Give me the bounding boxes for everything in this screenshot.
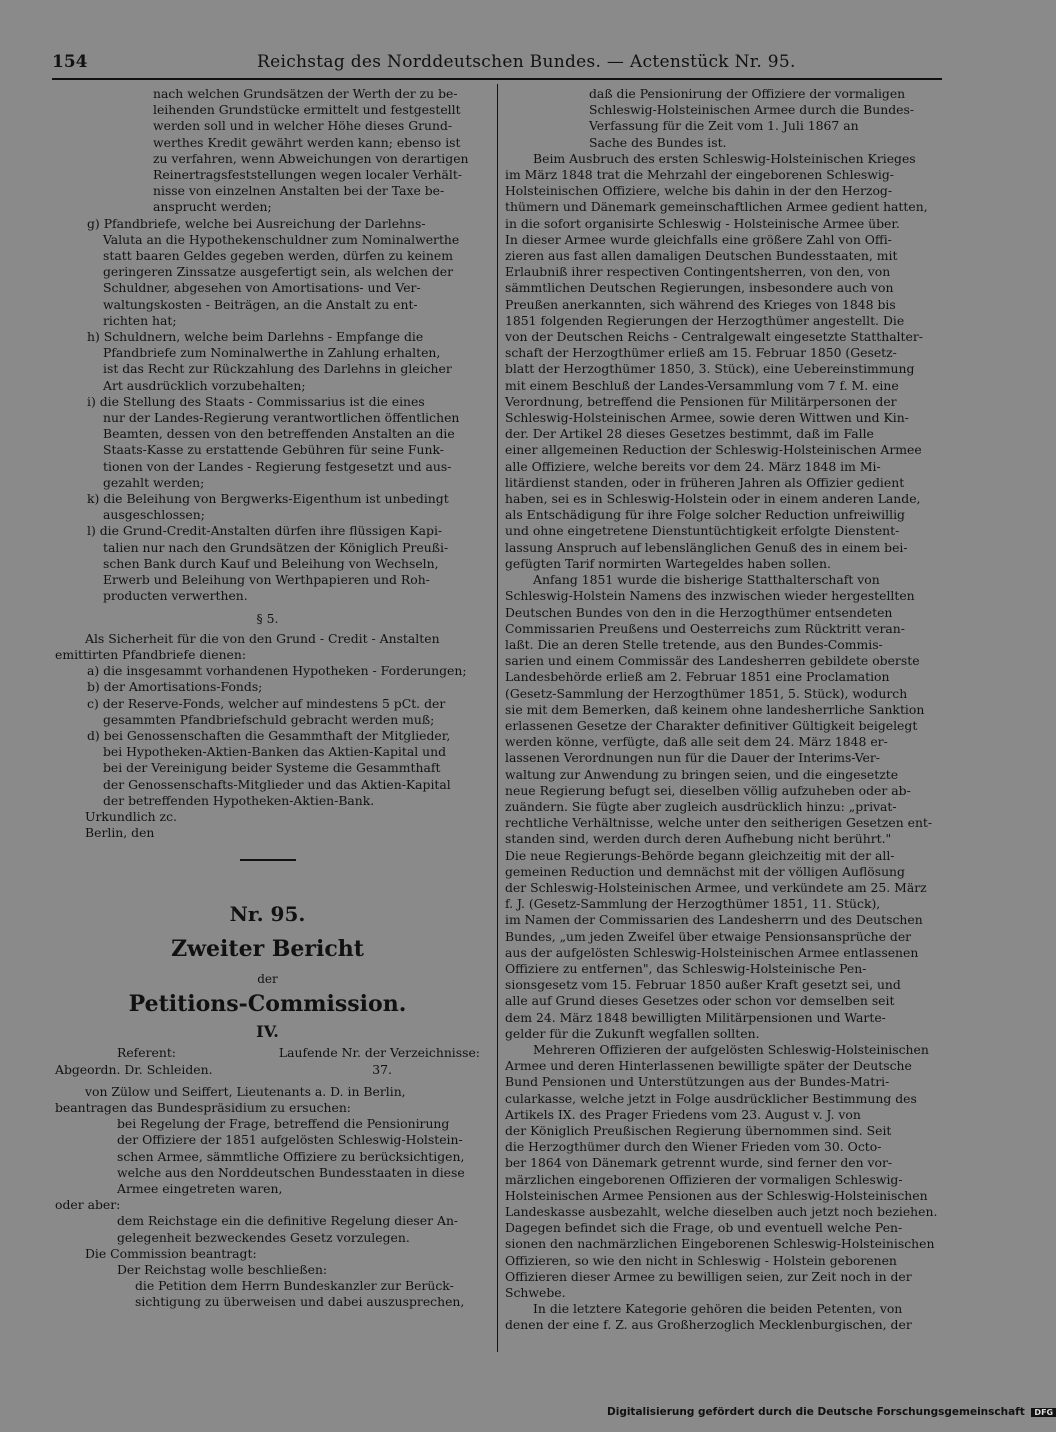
text-line: Valuta an die Hypothekenschuldner zum Nominalwerthe — [103, 231, 460, 247]
text-line: Erwerb und Beleihung von Werthpapieren und Roh- — [103, 572, 430, 588]
text-line: h) Schuldnern, welche beim Darlehns - Empfange die — [87, 329, 424, 345]
text-line: Reinertragsfeststellungen wegen localer Verhält- — [153, 167, 463, 183]
text-line: ansprucht werden; — [153, 199, 272, 215]
text-line: die Petition dem Herrn Bundeskanzler zur Berück- — [135, 1278, 454, 1294]
text-line: talien nur nach den Grundsätzen der Königlich Preußi- — [103, 539, 449, 555]
text-line: Staats-Kasse zu erstattende Gebühren für seine Funk- — [103, 442, 444, 458]
text-line: nur der Landes-Regierung verantwortlichen öffentlichen — [103, 410, 460, 426]
text-line: c) der Reserve-Fonds, welcher auf mindestens 5 pCt. der — [87, 695, 446, 711]
text-line: Armee und deren Hinterlassenen bewilligte später der Deutsche — [505, 1058, 912, 1074]
text-line: tionen von der Landes - Regierung festgesetzt und aus- — [103, 458, 452, 474]
referent-row — [55, 1045, 480, 1061]
report-der: der — [257, 972, 278, 987]
text-line: sämmtlichen Deutschen Regierungen, insbesondere auch von — [505, 280, 894, 296]
referent-name-row — [55, 1062, 480, 1078]
text-line: In die letztere Kategorie gehören die beiden Petenten, von — [533, 1301, 903, 1317]
text-line: Offiziere zu entfernen", das Schleswig-Holsteinische Pen- — [505, 960, 867, 976]
text-line: Urkundlich zc. — [85, 808, 177, 824]
text-line: einer allgemeinen Reduction der Schleswig-Holsteinischen Armee — [505, 442, 922, 458]
text-line: Beamten, dessen von den betreffenden Anstalten an die — [103, 426, 455, 442]
text-line: Verfassung für die Zeit vom 1. Juli 1867 an — [589, 118, 859, 134]
text-line: sichtigung zu überweisen und dabei auszusprechen, — [135, 1294, 465, 1310]
text-line: Verordnung, betreffend die Pensionen für Militärpersonen der — [505, 393, 897, 409]
text-line: zu verfahren, wenn Abweichungen von derartigen — [153, 150, 469, 166]
text-line: Die neue Regierungs-Behörde begann gleichzeitig mit der all- — [505, 847, 895, 863]
text-line: ist das Recht zur Rückzahlung des Darlehns in gleicher — [103, 361, 452, 377]
text-line: d) bei Genossenschaften die Gesammthaft der Mitglieder, — [87, 727, 451, 743]
text-line: i) die Stellung des Staats - Commissarius ist die eines — [87, 393, 425, 409]
text-line: Landesbehörde erließ am 2. Februar 1851 eine Proclamation — [505, 669, 890, 685]
text-line: Beim Ausbruch des ersten Schleswig-Holsteinischen Krieges — [533, 150, 916, 166]
referent-label: Referent: — [117, 1045, 176, 1061]
footer-text: Digitalisierung gefördert durch die Deutsche Forschungsgemeinschaft — [607, 1406, 1025, 1418]
text-line: von Zülow und Seiffert, Lieutenants a. D. in Berlin, — [85, 1083, 406, 1099]
text-line: lassenen Verordnungen nun für die Dauer der Interims-Ver- — [505, 750, 880, 766]
text-line: sie mit dem Bemerken, daß keinem ohne landesherrliche Sanktion — [505, 701, 925, 717]
text-line: der Schleswig-Holsteinischen Armee, und verkündete am 25. März — [505, 879, 927, 895]
text-line: waltungskosten - Beiträgen, an die Anstalt zu ent- — [103, 296, 418, 312]
report-title: Zweiter Bericht — [171, 936, 364, 963]
text-line: Art ausdrücklich vorzubehalten; — [103, 377, 306, 393]
column-divider — [497, 84, 498, 1352]
text-line: dem 24. März 1848 bewilligten Militärpensionen und Warte- — [505, 1009, 886, 1025]
text-line: sionen den nachmärzlichen Eingeborenen Schleswig-Holsteinischen — [505, 1236, 935, 1252]
text-line: producten verwerthen. — [103, 588, 248, 604]
text-line: aus der aufgelösten Schleswig-Holsteinischen Armee entlassenen — [505, 944, 919, 960]
separator-rule — [240, 859, 296, 861]
text-line: bei Hypotheken-Aktien-Banken das Aktien-Kapital und — [103, 744, 447, 760]
text-line: cularkasse, welche jetzt in Folge ausdrücklicher Bestimmung des — [505, 1090, 917, 1106]
text-line: alle auf Grund dieses Gesetzes oder schon vor demselben seit — [505, 993, 895, 1009]
petition-text — [55, 1084, 480, 1311]
text-line: laßt. Die an deren Stelle tretende, aus den Bundes-Commis- — [505, 636, 883, 652]
text-line: Holsteinischen Offiziere, welche bis dahin in der den Herzog- — [505, 183, 893, 199]
text-line: litärdienst standen, oder in früheren Jahren als Offizier gedient — [505, 474, 905, 490]
text-line: geringeren Zinssatze ausgefertigt sein, als welchen der — [103, 264, 454, 280]
text-line: erlassenen Gesetze der Charakter definitiver Gültigkeit beigelegt — [505, 717, 918, 733]
text-line: gesammten Pfandbriefschuld gebracht werden muß; — [103, 711, 435, 727]
text-line: emittirten Pfandbriefe dienen: — [55, 646, 247, 662]
text-line: Pfandbriefe zum Nominalwerthe in Zahlung erhalten, — [103, 345, 441, 361]
text-line: Offizieren dieser Armee zu bewilligen seien, zur Zeit noch in der — [505, 1268, 912, 1284]
text-line: der. Der Artikel 28 dieses Gesetzes bestimmt, daß im Falle — [505, 426, 874, 442]
list-number: 37. — [372, 1061, 392, 1077]
report-subtitle: Petitions-Commission. — [128, 991, 407, 1018]
section-mark: § 5. — [256, 610, 279, 626]
text-line: Erlaubniß ihrer respectiven Contingentsherren, von den, von — [505, 264, 891, 280]
text-line: 1851 folgenden Regierungen der Herzogthümer angestellt. Die — [505, 312, 905, 328]
text-line: Schleswig-Holsteinischen Armee, sowie deren Wittwen und Kin- — [505, 410, 909, 426]
list-label: Laufende Nr. der Verzeichnisse: — [278, 1045, 480, 1061]
text-line: welche aus den Norddeutschen Bundesstaaten in diese — [117, 1164, 465, 1180]
text-line: gelder für die Zukunft wegfallen sollten. — [505, 1025, 760, 1041]
text-line: Armee eingetreten waren, — [117, 1180, 283, 1196]
text-line: Schleswig-Holstein Namens des inzwischen wieder hergestellten — [505, 588, 915, 604]
text-line: der Genossenschafts-Mitglieder und das Aktien-Kapital — [103, 776, 451, 792]
text-line: denen der eine f. Z. aus Großherzoglich Mecklenburgischen, der — [505, 1317, 912, 1333]
text-line: daß die Pensionirung der Offiziere der vormaligen — [589, 86, 906, 101]
text-line: zieren aus fast allen damaligen Deutschen Bundesstaaten, mit — [505, 248, 898, 264]
referent-name: Abgeordn. Dr. Schleiden. — [55, 1061, 213, 1077]
left-column — [55, 86, 480, 1311]
text-line: werden könne, verfügte, daß alle seit dem 24. März 1848 er- — [505, 734, 888, 750]
text-line: g) Pfandbriefe, welche bei Ausreichung der Darlehns- — [87, 215, 426, 231]
text-line: k) die Beleihung von Bergwerks-Eigenthum ist unbedingt — [87, 491, 449, 507]
text-line: standen sind, werden durch deren Aufhebung nicht berührt." — [505, 831, 892, 847]
text-line: märzlichen eingeborenen Offizieren der vormaligen Schleswig- — [505, 1171, 903, 1187]
text-line: ber 1864 von Dänemark getrennt wurde, sind ferner den vor- — [505, 1155, 893, 1171]
text-line: Commissarien Preußens und Oesterreichs zum Rücktritt veran- — [505, 620, 905, 636]
text-line: zuändern. Sie fügte aber zugleich ausdrücklich hinzu: „privat- — [505, 798, 897, 814]
text-line: gefügten Tarif normirten Wartegeldes haben sollen. — [505, 555, 831, 571]
text-line: werden soll und in welcher Höhe dieses Grund- — [153, 118, 453, 134]
text-line: Artikels IX. des Prager Friedens vom 23. August v. J. von — [505, 1106, 861, 1122]
text-line: gelegenheit bezweckendes Gesetz vorzulegen. — [117, 1229, 410, 1245]
text-line: Deutschen Bundes von den in die Herzogthümer entsendeten — [505, 604, 893, 620]
text-line: Als Sicherheit für die von den Grund - Credit - Anstalten — [85, 630, 440, 646]
right-column-text — [505, 86, 938, 1334]
page-header — [52, 52, 942, 78]
text-line: In dieser Armee wurde gleichfalls eine größere Zahl von Offi- — [505, 231, 892, 247]
text-line: haben, sei es in Schleswig-Holstein oder in einem anderen Lande, — [505, 491, 921, 507]
text-line: thümern und Dänemark gemeinschaftlichen Armee gedient hatten, — [505, 199, 928, 215]
right-column — [505, 86, 938, 1334]
text-line: ausgeschlossen; — [103, 507, 205, 523]
text-line: Bundes, „um jeden Zweifel über etwaige Pensionsansprüche der — [505, 928, 912, 944]
text-line: bei der Vereinigung beider Systeme die Gesammthaft — [103, 760, 441, 776]
text-line: gezahlt werden; — [103, 474, 205, 490]
text-line: schaft der Herzogthümer erließ am 15. Februar 1850 (Gesetz- — [505, 345, 897, 361]
text-line: Offizieren, so wie den nicht in Schleswig - Holstein geborenen — [505, 1252, 897, 1268]
text-line: Landeskasse ausbezahlt, welche dieselben auch jetzt noch beziehen. — [505, 1204, 938, 1220]
report-roman: IV. — [256, 1022, 279, 1042]
text-line: beantragen das Bundespräsidium zu ersuchen: — [55, 1099, 351, 1115]
text-line: f. J. (Gesetz-Sammlung der Herzogthümer 1851, 11. Stück), — [505, 896, 881, 912]
text-line: im März 1848 trat die Mehrzahl der eingeborenen Schleswig- — [505, 167, 894, 183]
running-title: Reichstag des Norddeutschen Bundes. — Actenstück Nr. 95. — [257, 52, 796, 72]
text-line: Sache des Bundes ist. — [589, 134, 727, 150]
text-line: neue Regierung befugt sei, dieselben völlig aufzuheben oder ab- — [505, 782, 911, 798]
text-line: gemeinen Reduction und demnächst mit der völligen Auflösung — [505, 863, 905, 879]
text-line: schen Bank durch Kauf und Beleihung von Wechseln, — [103, 555, 439, 571]
text-line: Die Commission beantragt: — [85, 1245, 257, 1261]
left-top-text — [55, 86, 480, 605]
text-line: als Entschädigung für ihre Folge solcher Reduction unfreiwillig — [505, 507, 905, 523]
text-line: im Namen der Commissarien des Landesherrn und des Deutschen — [505, 912, 923, 928]
text-line: Schuldner, abgesehen von Amortisations- und Ver- — [103, 280, 421, 296]
text-line: Schleswig-Holsteinischen Armee durch die Bundes- — [589, 102, 915, 118]
section-5-text — [55, 631, 480, 842]
text-line: Anfang 1851 wurde die bisherige Statthalterschaft von — [533, 572, 880, 588]
text-line: Preußen anerkannten, sich während des Krieges von 1848 bis — [505, 296, 896, 312]
text-line: Berlin, den — [85, 825, 155, 841]
text-line: Bund Pensionen und Unterstützungen aus der Bundes-Matri- — [505, 1074, 890, 1090]
text-line: und ohne eingetretene Dienstuntüchtigkeit erfolgte Dienstent- — [505, 523, 900, 539]
text-line: lassung Anspruch auf lebenslänglichen Genuß des in einem bei- — [505, 539, 908, 555]
text-line: werthes Kredit gewährt werden kann; ebenso ist — [153, 134, 461, 150]
text-line: von der Deutschen Reichs - Centralgewalt eingesetzte Statthalter- — [505, 329, 923, 345]
text-line: alle Offiziere, welche bereits vor dem 24. März 1848 im Mi- — [505, 458, 881, 474]
text-line: der Offiziere der 1851 aufgelösten Schleswig-Holstein- — [117, 1132, 463, 1148]
text-line: (Gesetz-Sammlung der Herzogthümer 1851, 5. Stück), wodurch — [505, 685, 908, 701]
text-line: Holsteinischen Armee Pensionen aus der Schleswig-Holsteinischen — [505, 1187, 928, 1203]
text-line: richten hat; — [103, 312, 177, 328]
text-line: sionsgesetz vom 15. Februar 1850 außer Kraft gesetzt sei, und — [505, 977, 901, 993]
text-line: a) die insgesammt vorhandenen Hypotheken - Forderungen; — [87, 663, 467, 679]
page-number: 154 — [52, 52, 88, 72]
document-number: Nr. 95. — [229, 902, 306, 927]
text-line: der Königlich Preußischen Regierung übernommen sind. Seit — [505, 1123, 892, 1138]
text-line: rechtliche Verhältnisse, welche unter den seitherigen Gesetzen ent- — [505, 815, 933, 831]
text-line: b) der Amortisations-Fonds; — [87, 679, 263, 695]
text-line: leihenden Grundstücke ermittelt und festgestellt — [153, 102, 461, 118]
text-line: sarien und einem Commissär des Landesherren gebildete oberste — [505, 653, 920, 669]
text-line: statt baaren Geldes gegeben werden, dürfen zu keinem — [103, 248, 453, 264]
text-line: nisse von einzelnen Anstalten bei der Taxe be- — [153, 183, 445, 199]
text-line: Schwebe. — [505, 1285, 566, 1301]
text-line: die Herzogthümer durch den Wiener Frieden vom 30. Octo- — [505, 1139, 882, 1155]
header-rule — [52, 78, 942, 80]
text-line: schen Armee, sämmtliche Offiziere zu berücksichtigen, — [117, 1148, 465, 1164]
text-line: oder aber: — [55, 1197, 121, 1213]
text-line: l) die Grund-Credit-Anstalten dürfen ihre flüssigen Kapi- — [87, 523, 443, 539]
footer-credit — [607, 1406, 1056, 1418]
text-line: blatt der Herzogthümer 1850, 3. Stück), eine Uebereinstimmung — [505, 361, 915, 377]
text-line: in die sofort organisirte Schleswig - Holsteinische Armee über. — [505, 215, 900, 231]
text-line: Der Reichstag wolle beschließen: — [117, 1261, 328, 1277]
text-line: nach welchen Grundsätzen der Werth der zu be- — [153, 86, 458, 101]
text-line: mit einem Beschluß der Landes-Versammlung vom 7 f. M. eine — [505, 377, 899, 393]
text-line: bei Regelung der Frage, betreffend die Pensionirung — [117, 1116, 450, 1132]
dfg-logo: DFG — [1031, 1408, 1056, 1417]
text-line: Dagegen befindet sich die Frage, ob und eventuell welche Pen- — [505, 1220, 903, 1236]
text-line: der betreffenden Hypotheken-Aktien-Bank. — [103, 792, 375, 808]
text-line: waltung zur Anwendung zu bringen seien, und die eingesetzte — [505, 766, 899, 782]
text-line: Mehreren Offizieren der aufgelösten Schleswig-Holsteinischen — [533, 1041, 929, 1057]
text-line: dem Reichstage ein die definitive Regelung dieser An- — [117, 1213, 459, 1229]
